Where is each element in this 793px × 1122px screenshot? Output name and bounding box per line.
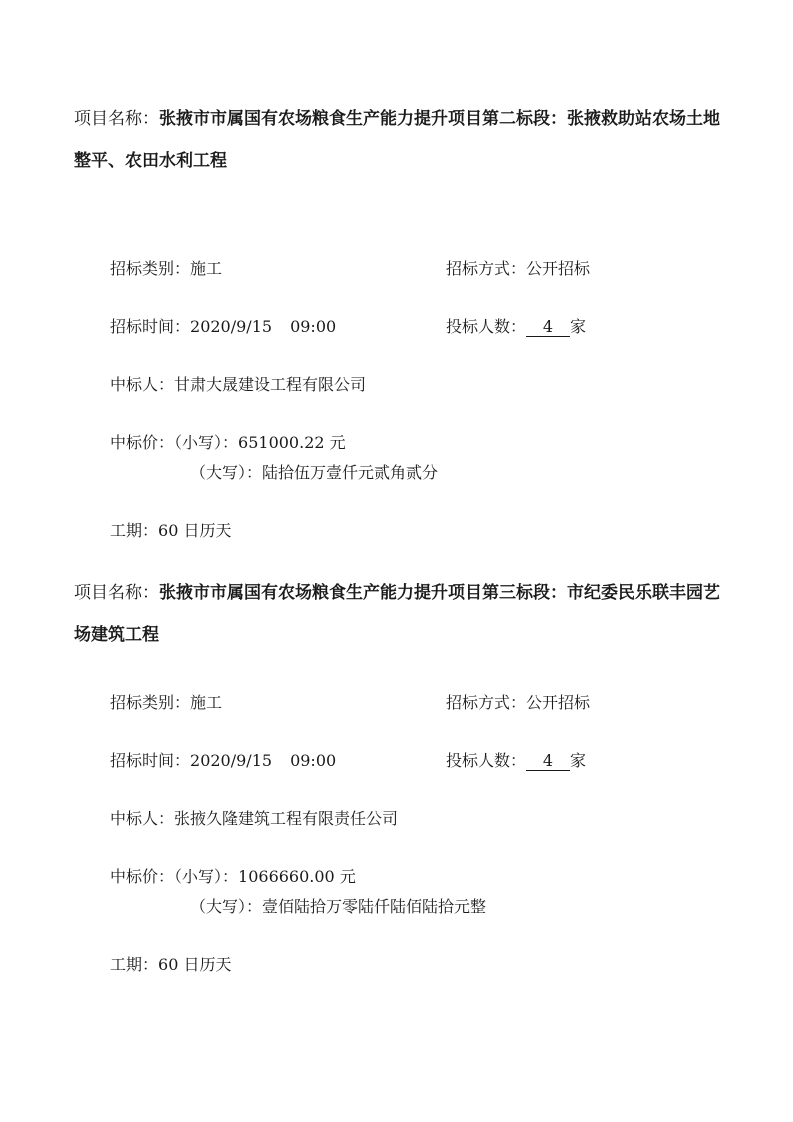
method-value: 公开招标	[526, 259, 591, 278]
project-2-price-big	[190, 896, 486, 918]
price-big-label: （大写）：	[190, 897, 263, 916]
bidders-value: 4	[526, 752, 570, 771]
project-1-price-small	[110, 432, 346, 454]
category-value: 施工	[190, 259, 223, 278]
project-1-title	[74, 98, 734, 182]
project-name-label: 项目名称：	[74, 109, 159, 129]
winner-value: 甘肃大晟建设工程有限公司	[174, 375, 367, 394]
winner-label: 中标人：	[110, 809, 175, 828]
time-label: 招标时间：	[110, 751, 191, 770]
time-clock: 09:00	[290, 317, 337, 336]
period-label: 工期：	[110, 955, 159, 974]
time-date: 2020/9/15	[190, 317, 273, 336]
project-2-category	[110, 692, 222, 714]
project-2-bidders	[446, 750, 586, 772]
period-value: 60 日历天	[158, 521, 232, 540]
project-2-title	[74, 572, 734, 656]
bidders-label: 投标人数：	[446, 317, 527, 336]
time-date: 2020/9/15	[190, 751, 273, 770]
category-label: 招标类别：	[110, 259, 191, 278]
bidders-value: 4	[526, 318, 570, 337]
project-2-time	[110, 750, 336, 772]
project-2-method	[446, 692, 590, 714]
bidders-unit: 家	[570, 317, 587, 336]
price-small-value: 1066660.00 元	[238, 867, 356, 886]
price-small-value: 651000.22 元	[238, 433, 346, 452]
price-big-label: （大写）：	[190, 463, 263, 482]
project-1-category	[110, 258, 222, 280]
price-big-value: 壹佰陆拾万零陆仟陆佰陆拾元整	[262, 897, 487, 916]
project-2-winner	[110, 808, 398, 830]
method-label: 招标方式：	[446, 693, 527, 712]
project-1-winner	[110, 374, 366, 396]
project-1-period	[110, 520, 231, 542]
project-2-period	[110, 954, 231, 976]
project-name-value: 张掖市市属国有农场粮食生产能力提升项目第二标段：张掖救助站农场土地整平、农田水利工程	[74, 109, 720, 171]
method-label: 招标方式：	[446, 259, 527, 278]
winner-label: 中标人：	[110, 375, 175, 394]
price-big-value: 陆拾伍万壹仟元贰角贰分	[262, 463, 439, 482]
project-1-time	[110, 316, 336, 338]
time-clock: 09:00	[290, 751, 337, 770]
period-value: 60 日历天	[158, 955, 232, 974]
price-label: 中标价：	[110, 867, 175, 886]
project-1-bidders	[446, 316, 586, 338]
price-small-label: （小写）：	[174, 433, 239, 452]
project-1-price-big	[190, 462, 438, 484]
category-value: 施工	[190, 693, 223, 712]
bidders-label: 投标人数：	[446, 751, 527, 770]
period-label: 工期：	[110, 521, 159, 540]
method-value: 公开招标	[526, 693, 591, 712]
time-label: 招标时间：	[110, 317, 191, 336]
project-2-price-small	[110, 866, 356, 888]
project-name-value: 张掖市市属国有农场粮食生产能力提升项目第三标段：市纪委民乐联丰园艺场建筑工程	[74, 583, 720, 645]
category-label: 招标类别：	[110, 693, 191, 712]
price-label: 中标价：	[110, 433, 175, 452]
winner-value: 张掖久隆建筑工程有限责任公司	[174, 809, 399, 828]
bidders-unit: 家	[570, 751, 587, 770]
project-1-method	[446, 258, 590, 280]
project-name-label: 项目名称：	[74, 583, 159, 603]
price-small-label: （小写）：	[174, 867, 239, 886]
